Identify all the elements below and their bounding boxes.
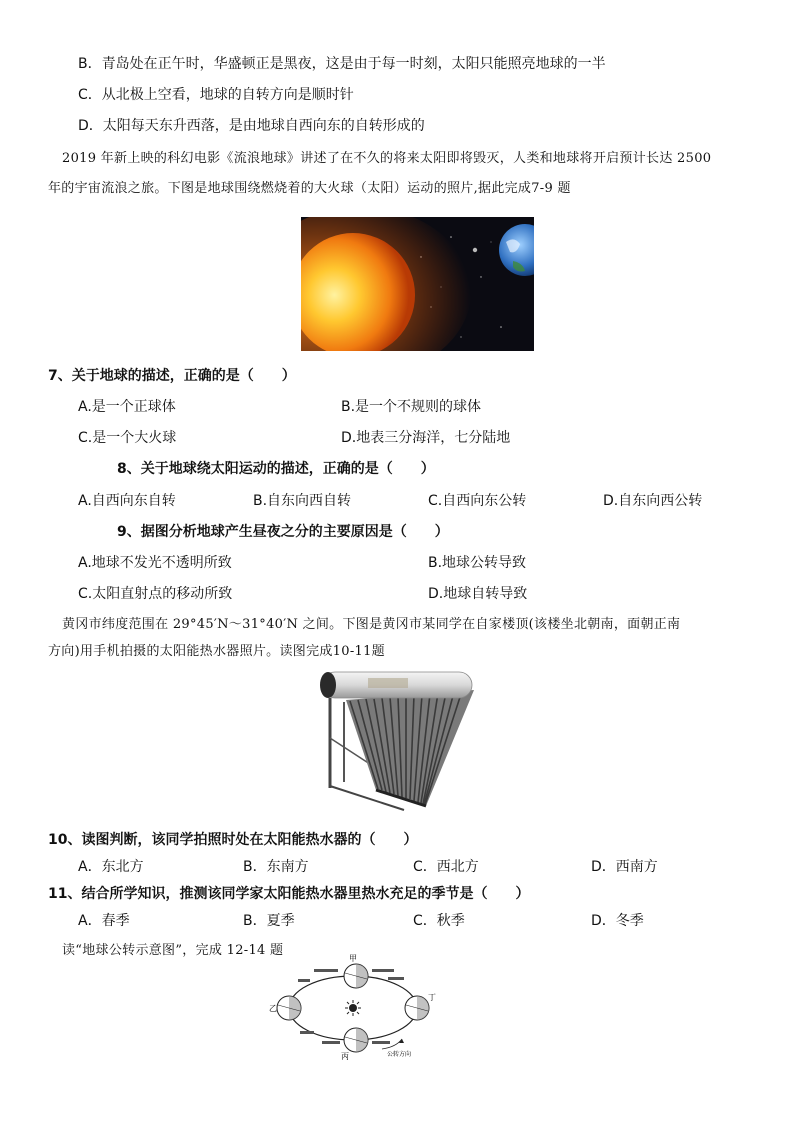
orbit-direction-label: 公转方向 <box>387 1051 412 1058</box>
sun-icon <box>345 1000 361 1016</box>
passage1-line2: 年的宇宙流浪之旅。下图是地球围绕燃烧着的大火球（太阳）运动的照片,据此完成7-9 题 <box>48 181 571 196</box>
option-b: B．青岛处在正午时，华盛顿正是黑夜，这是由于每一时刻，太阳只能照亮地球的一半 <box>78 56 606 72</box>
earth-revolution-diagram <box>268 953 438 1061</box>
question-8-stem: 8、关于地球绕太阳运动的描述，正确的是（ ） <box>117 461 435 477</box>
passage2-line1: 黄冈市纬度范围在 29°45′N～31°40′N 之间。下图是黄冈市某同学在自家楼顶(该楼坐北朝南，面朝正南 <box>62 617 681 632</box>
sun-earth-photo <box>301 217 534 351</box>
q7-option-a: A.是一个正球体 <box>78 399 176 415</box>
q11-option-a: A．春季 <box>78 913 130 929</box>
orbit-label-jia: 甲 <box>349 954 357 963</box>
solar-water-heater-photo <box>316 668 480 813</box>
q7-option-c: C.是一个大火球 <box>78 430 177 446</box>
option-c: C．从北极上空看，地球的自转方向是顺时针 <box>78 87 354 103</box>
q10-option-a: A．东北方 <box>78 859 144 875</box>
orbit-label-ding: 丁 <box>428 993 436 1002</box>
q9-option-b: B.地球公转导致 <box>428 555 527 571</box>
q11-option-b: B．夏季 <box>243 913 295 929</box>
question-7-stem: 7、关于地球的描述，正确的是（ ） <box>48 368 296 384</box>
passage1-line1: 2019 年新上映的科幻电影《流浪地球》讲述了在不久的将来太阳即将毁灭，人类和地球将开启预计长达 2500 <box>62 151 712 166</box>
question-11-stem: 11、结合所学知识，推测该同学家太阳能热水器里热水充足的季节是（ ） <box>48 886 530 902</box>
q10-option-d: D．西南方 <box>591 859 658 875</box>
q7-option-b: B.是一个不规则的球体 <box>341 399 482 415</box>
orbit-label-bing: 丙 <box>341 1052 349 1061</box>
question-9-stem: 9、据图分析地球产生昼夜之分的主要原因是（ ） <box>117 524 449 540</box>
option-d: D．太阳每天东升西落，是由地球自西向东的自转形成的 <box>78 118 425 134</box>
q9-option-c: C.太阳直射点的移动所致 <box>78 586 233 602</box>
passage3-line1: 读“地球公转示意图”，完成 12-14 题 <box>62 943 284 958</box>
orbit-label-yi: 乙 <box>269 1004 277 1013</box>
q8-option-c: C.自西向东公转 <box>428 493 527 509</box>
q8-option-b: B.自东向西自转 <box>253 493 352 509</box>
q10-option-c: C．西北方 <box>413 859 479 875</box>
q8-option-d: D.自东向西公转 <box>603 493 703 509</box>
q11-option-d: D．冬季 <box>591 913 644 929</box>
q11-option-c: C．秋季 <box>413 913 465 929</box>
q9-option-d: D.地球自转导致 <box>428 586 528 602</box>
q10-option-b: B．东南方 <box>243 859 309 875</box>
question-10-stem: 10、读图判断，该同学拍照时处在太阳能热水器的（ ） <box>48 832 418 848</box>
passage2-line2: 方向)用手机拍摄的太阳能热水器照片。读图完成10-11题 <box>48 644 385 659</box>
q9-option-a: A.地球不发光不透明所致 <box>78 555 232 571</box>
q7-option-d: D.地表三分海洋，七分陆地 <box>341 430 511 446</box>
q8-option-a: A.自西向东自转 <box>78 493 176 509</box>
